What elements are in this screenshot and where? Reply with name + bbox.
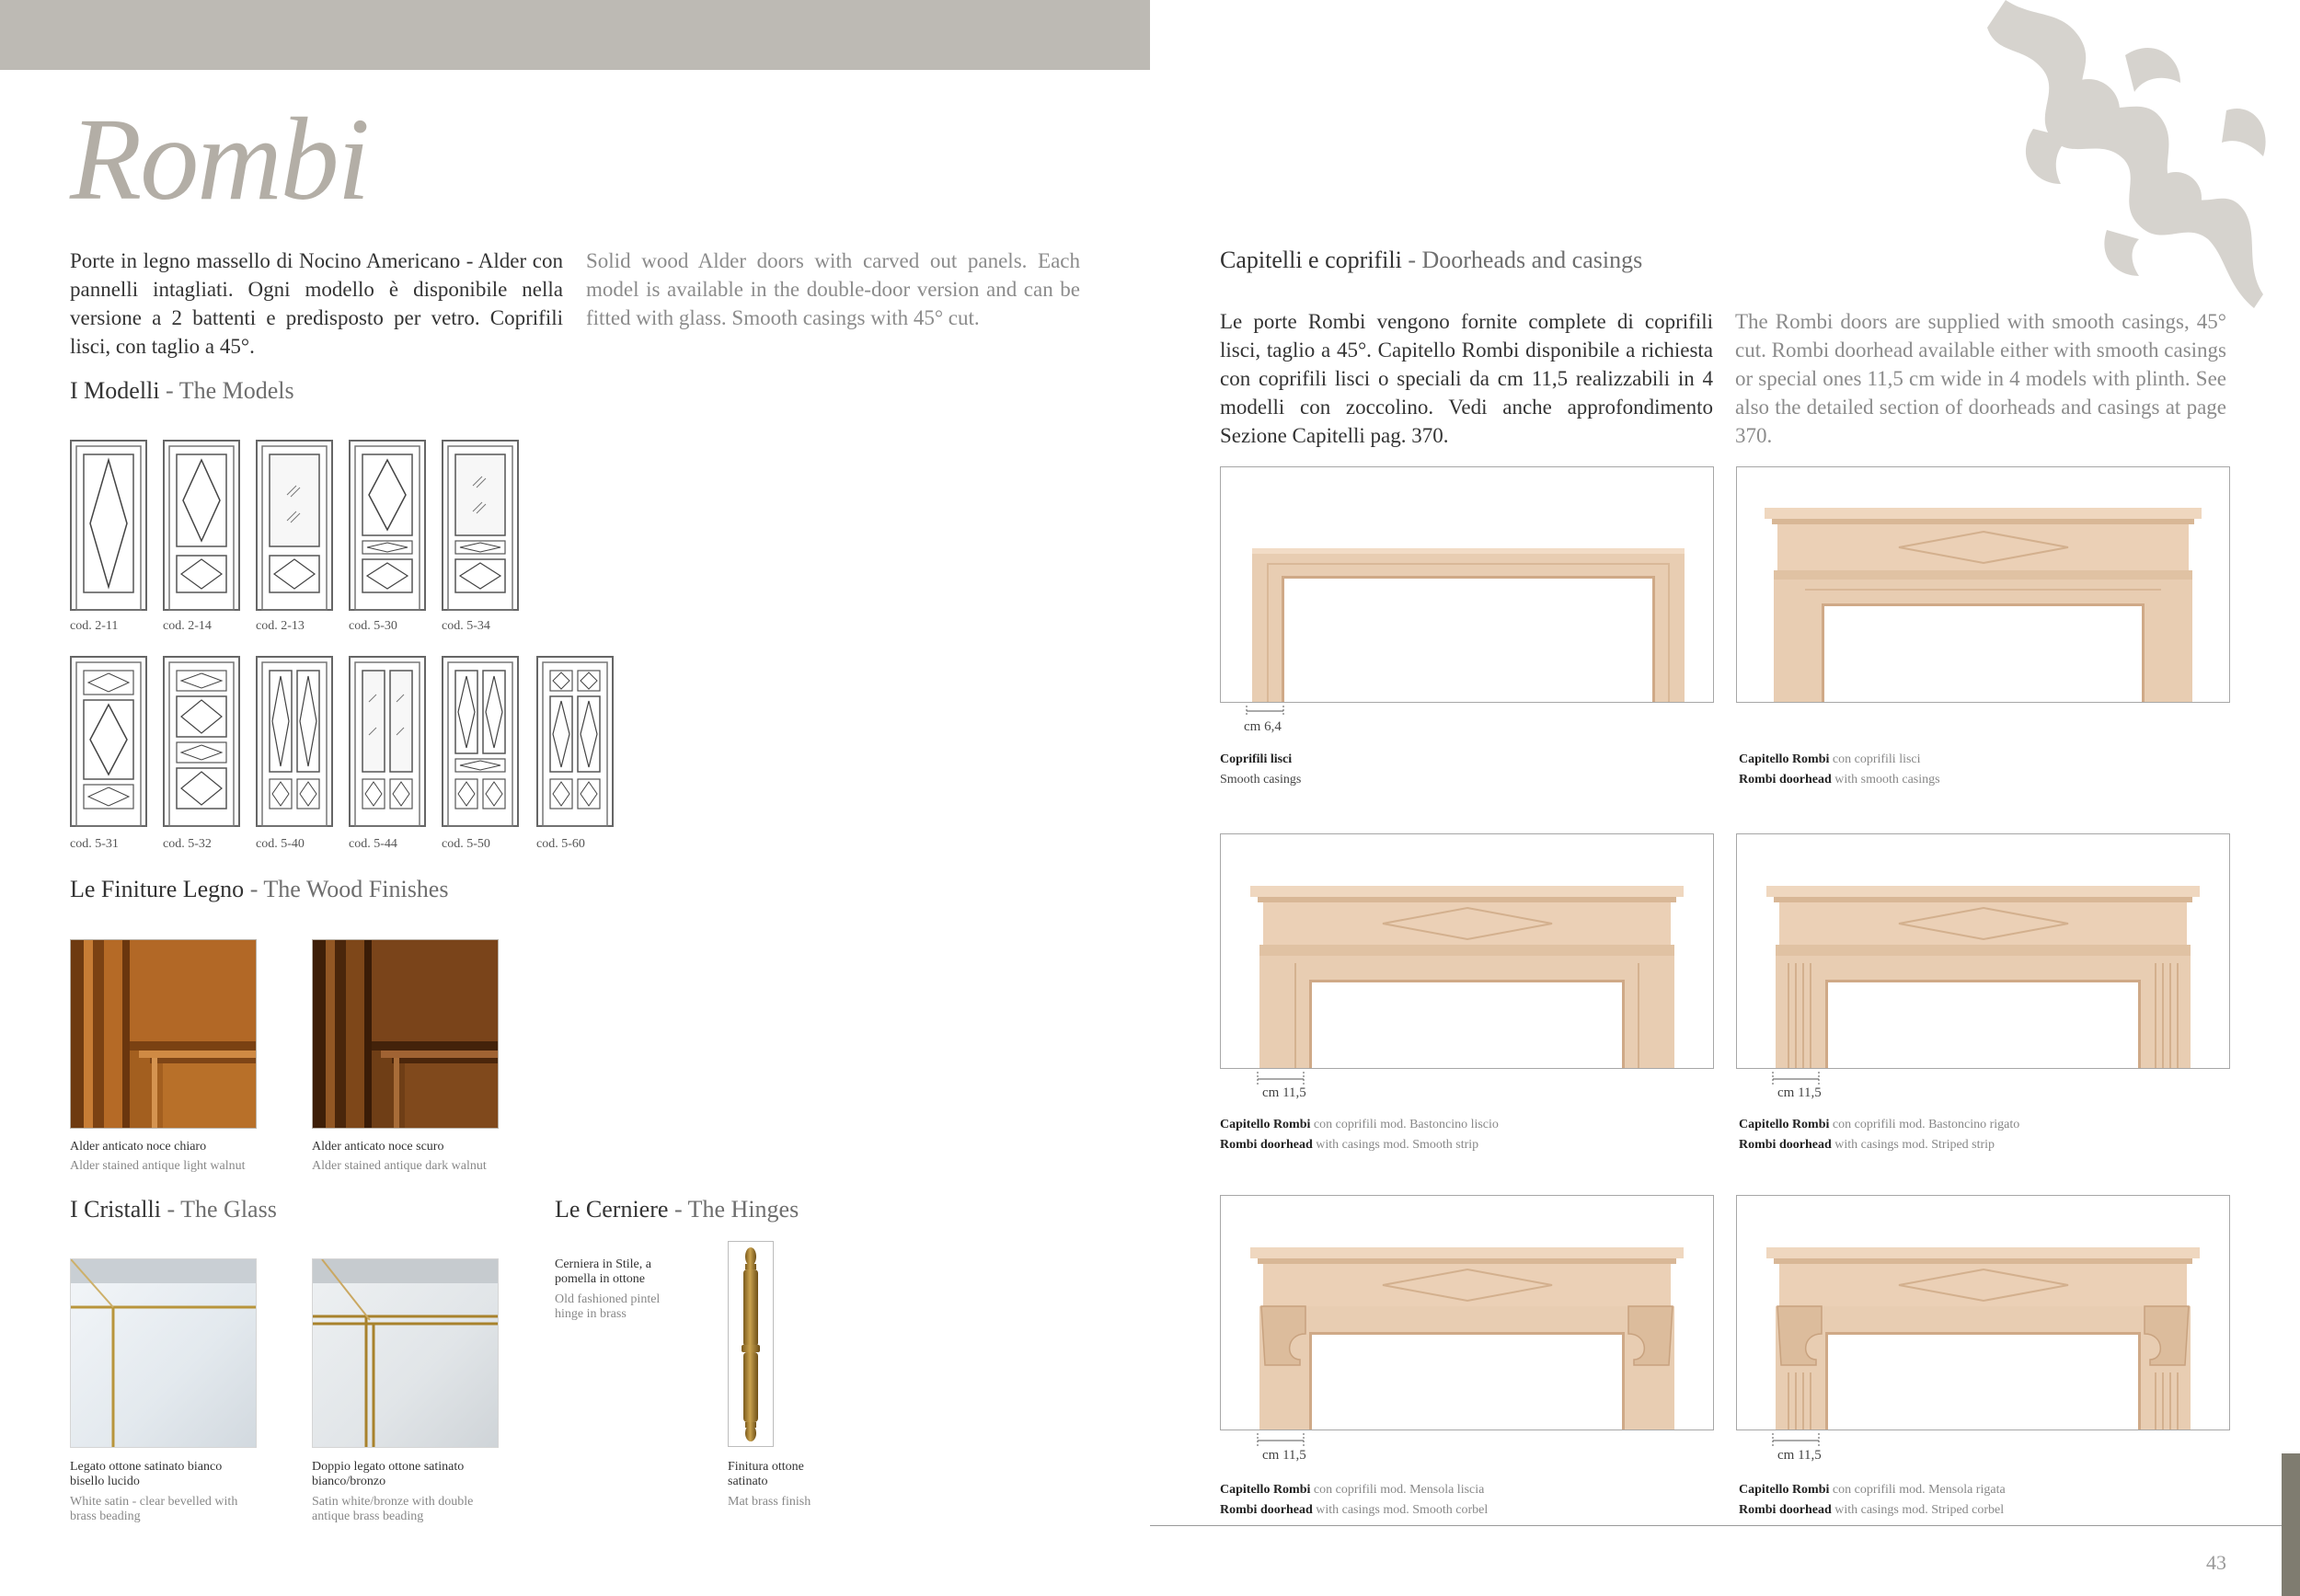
doorheads-heading-it: Capitelli e coprifili (1220, 247, 1402, 273)
caption-rest: con coprifili lisci (1829, 752, 1921, 766)
door-code: cod. 2-11 (70, 619, 119, 633)
caption-bold: Rombi doorhead (1220, 1138, 1313, 1152)
door-drawing (256, 656, 333, 827)
ornament-icon (1950, 0, 2282, 313)
doorhead-caption (1220, 1480, 1488, 1521)
door-drawing (163, 440, 240, 611)
hinge-finish-en: Mat brass finish (728, 1495, 811, 1509)
wood-sample (313, 940, 498, 1128)
caption-rest: with casings mod. Smooth corbel (1312, 1503, 1489, 1517)
doorhead-caption (1739, 750, 1940, 790)
measure-label: cm 11,5 (1777, 1085, 1822, 1100)
finishes-heading-it: Le Finiture Legno (70, 876, 245, 902)
hinge-image (728, 1241, 774, 1447)
caption-bold: Rombi doorhead (1739, 1503, 1832, 1517)
caption-bold: Rombi doorhead (1220, 1503, 1313, 1517)
caption-rest: con coprifili mod. Bastoncino rigato (1829, 1118, 2020, 1131)
doorheads-text-en: The Rombi doors are supplied with smooth casings, 45° cut. Rombi doorhead available either with smooth casings or special ones 11,5 cm wide in 4 models with plinth. See also the detailed section of doorheads and casings at page 370. (1735, 310, 2226, 447)
doorhead-image-smooth-strip (1220, 833, 1714, 1069)
glass-sample-double-beading (312, 1258, 499, 1448)
wood-sample (71, 940, 256, 1128)
glass-label-en: White satin - clear bevelled with brass beading (70, 1495, 238, 1523)
door-drawing (349, 440, 426, 611)
door-model-5-40 (256, 656, 333, 827)
caption-bold: Capitello Rombi (1739, 1118, 1830, 1131)
finish-label-en: Alder stained antique dark walnut (312, 1159, 487, 1173)
doorhead-caption (1220, 750, 1301, 790)
finishes-heading (70, 876, 448, 903)
hinge-desc-en: Old fashioned pintel hinge in brass (555, 1292, 661, 1321)
caption-bold: Rombi doorhead (1739, 1138, 1832, 1152)
footer-rule (1150, 1525, 2300, 1526)
door-drawing (442, 440, 519, 611)
measure-marker (1253, 1431, 1308, 1450)
intro-text-en: Solid wood Alder doors with carved out panels. Each model is available in the double-door version and can be fitted with glass. Smooth casings with 45° cut. (586, 249, 1080, 329)
door-code: cod. 5-30 (349, 619, 397, 633)
door-drawing (442, 656, 519, 827)
door-code: cod. 5-31 (70, 837, 119, 851)
doorhead-drawing (1737, 834, 2229, 1068)
measure-marker (1768, 1431, 1823, 1450)
measure-label: cm 11,5 (1777, 1448, 1822, 1463)
finish-label-it: Alder anticato noce chiaro (70, 1140, 207, 1154)
caption-bold: Capitello Rombi (1739, 752, 1830, 766)
glass-sample-single-beading (70, 1258, 257, 1448)
caption-rest: with casings mod. Striped corbel (1831, 1503, 2005, 1517)
caption-rest: with smooth casings (1831, 773, 1940, 787)
measure-label: cm 6,4 (1244, 719, 1282, 734)
finishes-heading-en: - The Wood Finishes (249, 876, 449, 902)
models-heading-en: - The Models (166, 377, 294, 404)
wood-swatch-light-walnut (70, 939, 257, 1129)
hinge-desc-it: Cerniera in Stile, a pomella in ottone (555, 1257, 651, 1286)
door-model-5-32 (163, 656, 240, 827)
door-code: cod. 5-34 (442, 619, 490, 633)
door-model-5-30 (349, 440, 426, 611)
doorheads-heading (1220, 247, 1642, 274)
doorhead-drawing (1737, 1196, 2229, 1430)
casing-drawing (1221, 467, 1713, 702)
doorhead-caption (1739, 1480, 2006, 1521)
door-model-5-50 (442, 656, 519, 827)
glass-heading (70, 1196, 277, 1223)
door-model-5-60 (536, 656, 614, 827)
doorhead-caption (1220, 1115, 1499, 1155)
hinge-icon (729, 1242, 773, 1446)
models-heading-it: I Modelli (70, 377, 160, 404)
measure-label: cm 11,5 (1262, 1448, 1306, 1463)
caption-bold: Capitello Rombi (1220, 1118, 1311, 1131)
caption-rest: with casings mod. Striped strip (1831, 1138, 1995, 1152)
doorhead-image-striped-strip (1736, 833, 2230, 1069)
wood-swatch-dark-walnut (312, 939, 499, 1129)
measure-marker (1242, 704, 1288, 718)
door-code: cod. 2-13 (256, 619, 305, 633)
door-model-2-14 (163, 440, 240, 611)
glass-label-it: Doppio legato ottone satinato bianco/bronzo (312, 1460, 465, 1488)
hinge-finish-it: Finitura ottone satinato (728, 1460, 804, 1488)
page-title: Rombi (70, 94, 369, 224)
door-drawing (536, 656, 614, 827)
door-model-2-13 (256, 440, 333, 611)
door-code: cod. 2-14 (163, 619, 212, 633)
door-code: cod. 5-60 (536, 837, 585, 851)
door-code: cod. 5-44 (349, 837, 397, 851)
measure-label: cm 11,5 (1262, 1085, 1306, 1100)
door-model-5-34 (442, 440, 519, 611)
door-drawing (70, 656, 147, 827)
finish-label-en: Alder stained antique light walnut (70, 1159, 246, 1173)
door-model-5-44 (349, 656, 426, 827)
caption-rest: Smooth casings (1220, 773, 1302, 787)
door-drawing (70, 440, 147, 611)
glass-label-it: Legato ottone satinato bianco bisello lucido (70, 1460, 223, 1488)
top-bar (0, 0, 1150, 70)
glass-heading-it: I Cristalli (70, 1196, 161, 1223)
doorhead-drawing (1221, 1196, 1713, 1430)
door-model-2-11 (70, 440, 147, 611)
doorhead-image-smooth-casings (1220, 466, 1714, 703)
side-tab (2282, 1453, 2300, 1596)
caption-rest: with casings mod. Smooth strip (1312, 1138, 1479, 1152)
glass-image (71, 1259, 256, 1447)
doorhead-image-smooth-corbel (1220, 1195, 1714, 1430)
doorhead-drawing (1221, 834, 1713, 1068)
doorheads-heading-en: - Doorheads and casings (1408, 247, 1643, 273)
intro-text-it: Porte in legno massello di Nocino Americano - Alder con pannelli intagliati. Ogni modello è disponibile nella versione a 2 battenti e predisposto per vetro. Coprifili lisci, con taglio a 45°. (70, 249, 563, 358)
doorhead-drawing (1737, 467, 2229, 702)
doorheads-text-it: Le porte Rombi vengono fornite complete di coprifili lisci, taglio a 45°. Capitello Rombi disponibile a richiesta con coprifili lisci o speciali da cm 11,5 realizzabili in 4 modelli con zoccolino. Vedi anche approfondimento Sezione Capitelli pag. 370. (1220, 310, 1713, 447)
caption-bold: Capitello Rombi (1220, 1483, 1311, 1497)
glass-image (313, 1259, 498, 1447)
page-number: 43 (2206, 1551, 2226, 1574)
hinges-heading-en: - The Hinges (673, 1196, 799, 1223)
caption-rest: con coprifili mod. Mensola liscia (1310, 1483, 1485, 1497)
doorhead-image-striped-corbel (1736, 1195, 2230, 1430)
caption-rest: con coprifili mod. Bastoncino liscio (1310, 1118, 1499, 1131)
door-drawing (163, 656, 240, 827)
door-code: cod. 5-40 (256, 837, 305, 851)
door-code: cod. 5-32 (163, 837, 212, 851)
hinges-heading (555, 1196, 799, 1223)
models-heading (70, 377, 294, 405)
caption-bold: Coprifili lisci (1220, 752, 1293, 766)
doorhead-caption (1739, 1115, 2019, 1155)
door-model-5-31 (70, 656, 147, 827)
door-code: cod. 5-50 (442, 837, 490, 851)
glass-heading-en: - The Glass (167, 1196, 277, 1223)
glass-label-en: Satin white/bronze with double antique brass beading (312, 1495, 474, 1523)
caption-bold: Capitello Rombi (1739, 1483, 1830, 1497)
doorhead-image-smooth (1736, 466, 2230, 703)
door-drawing (256, 440, 333, 611)
finish-label-it: Alder anticato noce scuro (312, 1140, 444, 1154)
caption-bold: Rombi doorhead (1739, 773, 1832, 787)
caption-rest: con coprifili mod. Mensola rigata (1829, 1483, 2006, 1497)
hinges-heading-it: Le Cerniere (555, 1196, 669, 1223)
door-drawing (349, 656, 426, 827)
